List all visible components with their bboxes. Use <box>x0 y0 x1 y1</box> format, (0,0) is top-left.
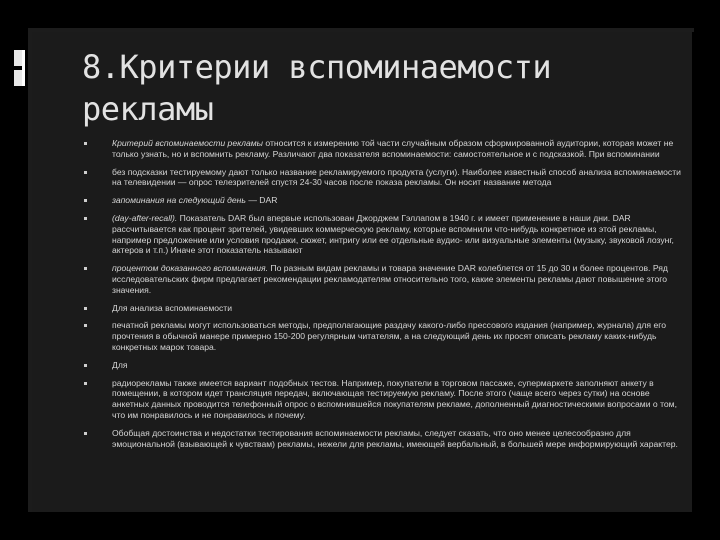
bullet-emphasis: запоминания на следующий день <box>112 195 246 206</box>
title-marker-bar <box>22 50 25 86</box>
bullet-emphasis: процентом доказанного вспоминания. <box>112 263 269 274</box>
bullet-text: Показатель DAR был впервые использован Джорджем Гэллапом в 1940 г. и имеет применение в наши дни. DAR рассчитывается как процент зрителей, увидевших коммерческую рекламу, которые вспомнили что-нибудь конкретное из этой рекламы, например предложение или условия продажи, сюжет, интригу или ее отдельные аудио- или визуальные элементы (музыку, звуковой лозунг, актеров и т.п.) Иначе этот показатель называют <box>112 212 674 256</box>
bullet-item <box>84 213 684 256</box>
bullet-text: печатной рекламы могут использоваться методы, предполагающие раздачу какого-либо прессового издания (например, журнала) для его прочтения в обычной манере примерно 150-200 регулярным читателям, а на следующий день их просят описать рекламу каких-нибудь конкретных марок товара. <box>112 320 666 352</box>
bullet-dot-icon <box>84 171 87 174</box>
bullet-dot-icon <box>84 324 87 327</box>
bullet-dot-icon <box>84 217 87 220</box>
bullet-emphasis: Критерий вспоминаемости рекламы <box>112 138 266 148</box>
bullet-list <box>84 138 684 456</box>
bullet-item <box>84 378 684 421</box>
bullet-item <box>84 167 684 189</box>
bullet-dot-icon <box>84 307 87 310</box>
bullet-text: Для <box>112 359 128 370</box>
bullet-text: Для анализа вспоминаемости <box>112 302 233 313</box>
slide-title: 8.Критерии вспоминаемости рекламы <box>82 48 552 128</box>
bullet-dot-icon <box>84 199 87 202</box>
bullet-text: По разным видам рекламы и товара значение DAR колеблется от 15 до 30 и более процентов. Ряд исследовательских фирм предлагает рекомендации рекламодателям относительно того, какие элементы рекламы дают повышение этого значения. <box>112 263 668 295</box>
bullet-emphasis: (day-after-recall). <box>112 212 178 223</box>
bullet-dot-icon <box>84 382 87 385</box>
bullet-dot-icon <box>84 267 87 270</box>
bullet-dot-icon <box>84 432 87 435</box>
bullet-item <box>84 263 684 295</box>
bullet-dot-icon <box>84 364 87 367</box>
bullet-item <box>84 195 684 206</box>
bullet-text: — DAR <box>245 195 278 206</box>
bullet-text: без подсказки тестируемому дают только название рекламируемого продукта (услуги). Наиболее известный способ анализа вспоминаемости на телевидении — опрос телезрителей спустя 24-30 часов после показа рекламы. Он носит название метода <box>112 166 681 188</box>
bullet-item <box>84 428 684 450</box>
bullet-text: радиорекламы также имеется вариант подобных тестов. Например, покупатели в торговом пассаже, супермаркете заполняют анкету в помещении, в котором идет трансляция передач, включающая тестируемую рекламу. После этого (чаще всего через сутки) на основе анкетных данных проводится телефонный опрос о вспомнившейся покупателям рекламе, дополненный диагностическими вопросами о том, что им понравилось и не понравилось и почему. <box>112 377 677 420</box>
bullet-item <box>84 303 684 314</box>
bullet-text: Обобщая достоинства и недостатки тестирования вспоминаемости рекламы, следует сказать, что оно менее целесообразно для эмоциональной (взывающей к чувствам) рекламы, нежели для рекламы, имеющей вербальный, в большей мере информирующий характер. <box>112 427 678 449</box>
bullet-item <box>84 138 684 160</box>
bullet-item <box>84 320 684 352</box>
bullet-text: относится к измерению той части случайным образом сформированной аудитории, которая может не только узнать, но и вспомнить рекламу. Различают два показателя вспоминаемости: самостоятельное и с подсказкой. При вспоминании <box>112 138 674 159</box>
bullet-dot-icon <box>84 142 87 145</box>
bullet-item <box>84 360 684 371</box>
